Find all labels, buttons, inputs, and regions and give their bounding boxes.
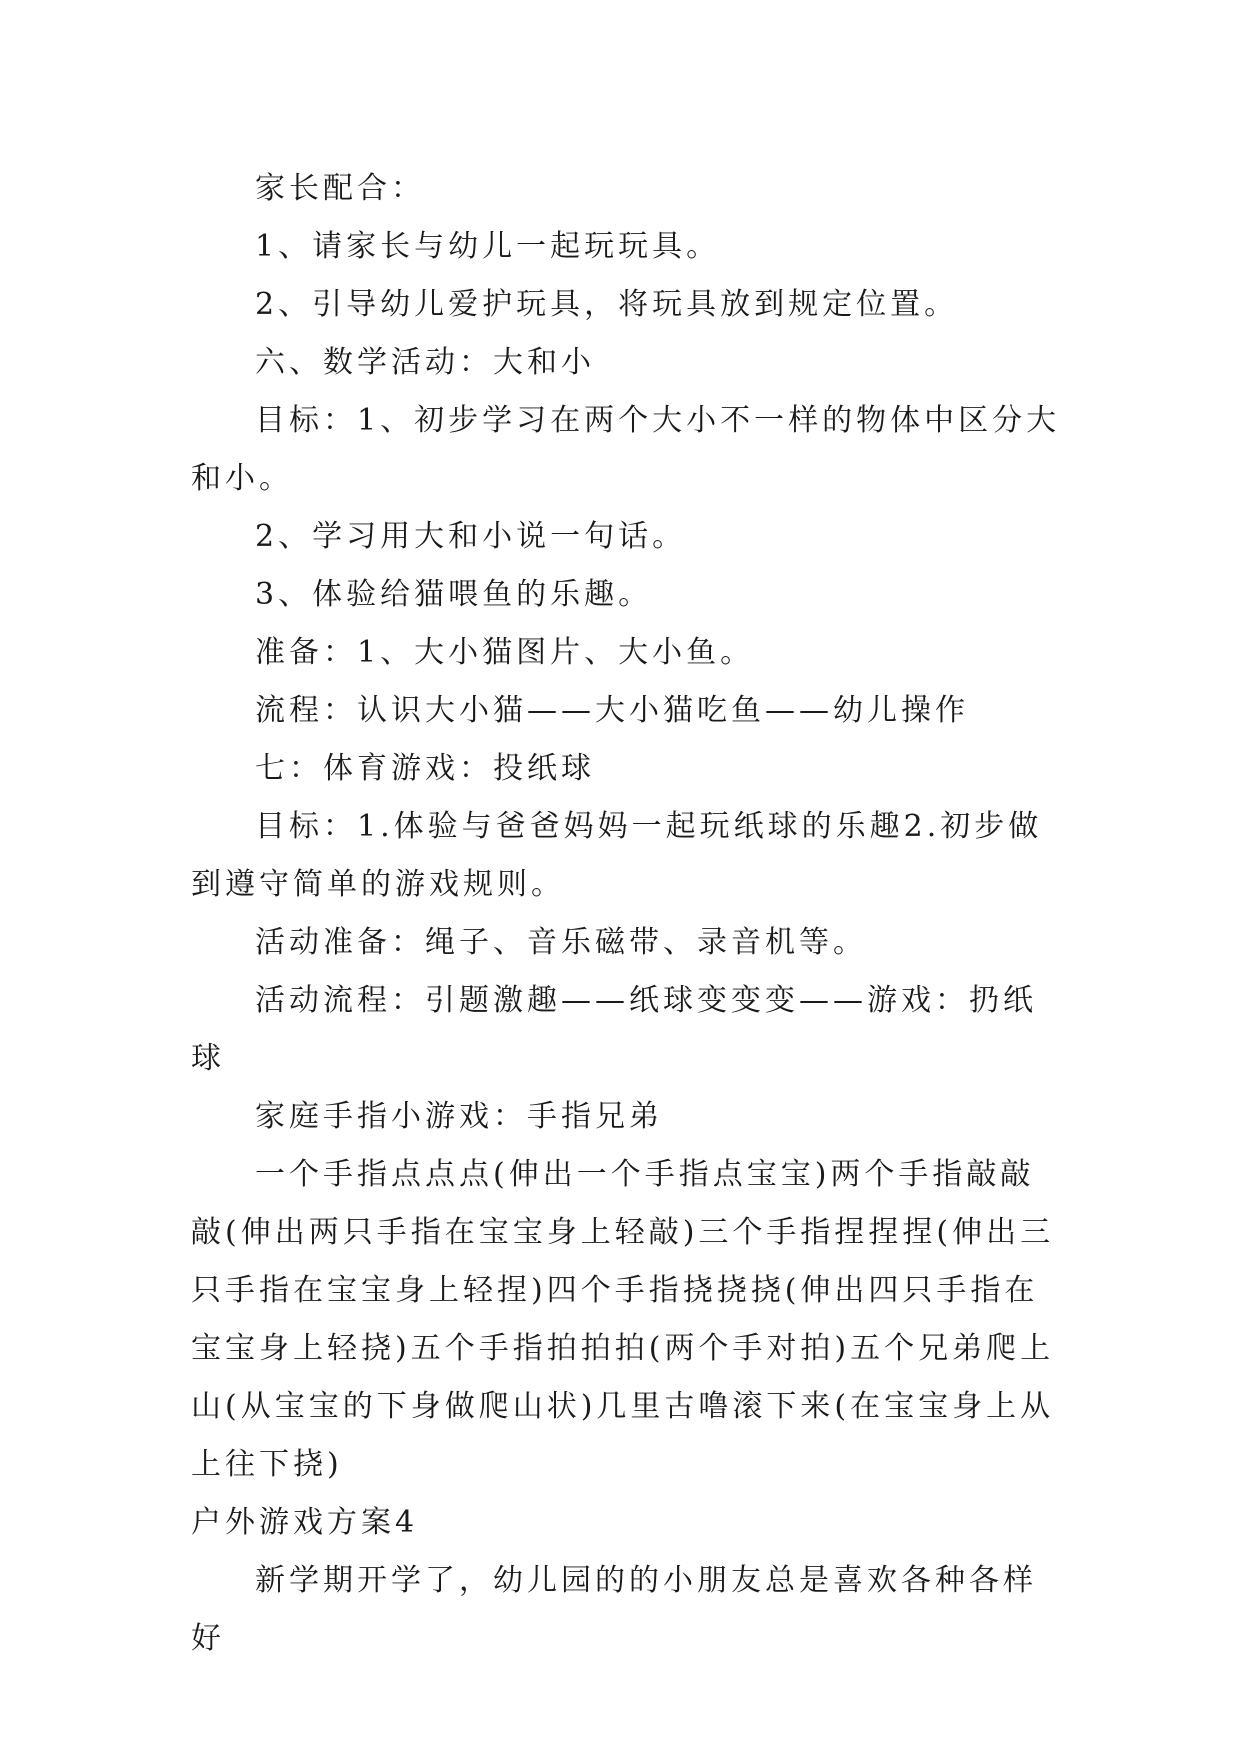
paragraph: 2、学习用大和小说一句话。 <box>255 519 687 554</box>
paragraph: 活动准备：绳子、音乐磁带、录音机等。 <box>255 925 867 960</box>
section-title: 户外游戏方案4 <box>191 1505 419 1540</box>
paragraph: 七：体育游戏：投纸球 <box>255 751 595 786</box>
paragraph: 3、体验给猫喂鱼的乐趣。 <box>255 577 653 612</box>
paragraph: 一个手指点点点(伸出一个手指点宝宝)两个手指敲敲敲(伸出两只手指在宝宝身上轻敲)三个手指捏捏捏(伸出三只手指在宝宝身上轻捏)四个手指挠挠挠(伸出四只手指在宝宝身上轻挠)五个手指拍拍拍(两个手对拍)五个兄弟爬上山(从宝宝的下身做爬山状)几里古噜滚下来(在宝宝身上从上往下挠) <box>191 1157 1055 1482</box>
paragraph: 1、请家长与幼儿一起玩玩具。 <box>255 229 721 264</box>
paragraph: 目标：1.体验与爸爸妈妈一起玩纸球的乐趣2.初步做到遵守简单的游戏规则。 <box>191 809 1043 902</box>
document-page <box>191 160 1061 1668</box>
paragraph: 家长配合： <box>255 171 425 206</box>
paragraph: 准备：1、大小猫图片、大小鱼。 <box>255 635 755 670</box>
paragraph: 活动流程：引题激趣——纸球变变变——游戏：扔纸球 <box>191 983 1037 1076</box>
paragraph: 目标：1、初步学习在两个大小不一样的物体中区分大和小。 <box>191 403 1061 496</box>
paragraph: 六、数学活动：大和小 <box>255 345 595 380</box>
paragraph: 新学期开学了，幼儿园的的小朋友总是喜欢各种各样好 <box>191 1563 1037 1656</box>
paragraph: 流程：认识大小猫——大小猫吃鱼——幼儿操作 <box>255 693 969 728</box>
paragraph: 家庭手指小游戏：手指兄弟 <box>255 1099 663 1134</box>
paragraph: 2、引导幼儿爱护玩具，将玩具放到规定位置。 <box>255 287 959 322</box>
